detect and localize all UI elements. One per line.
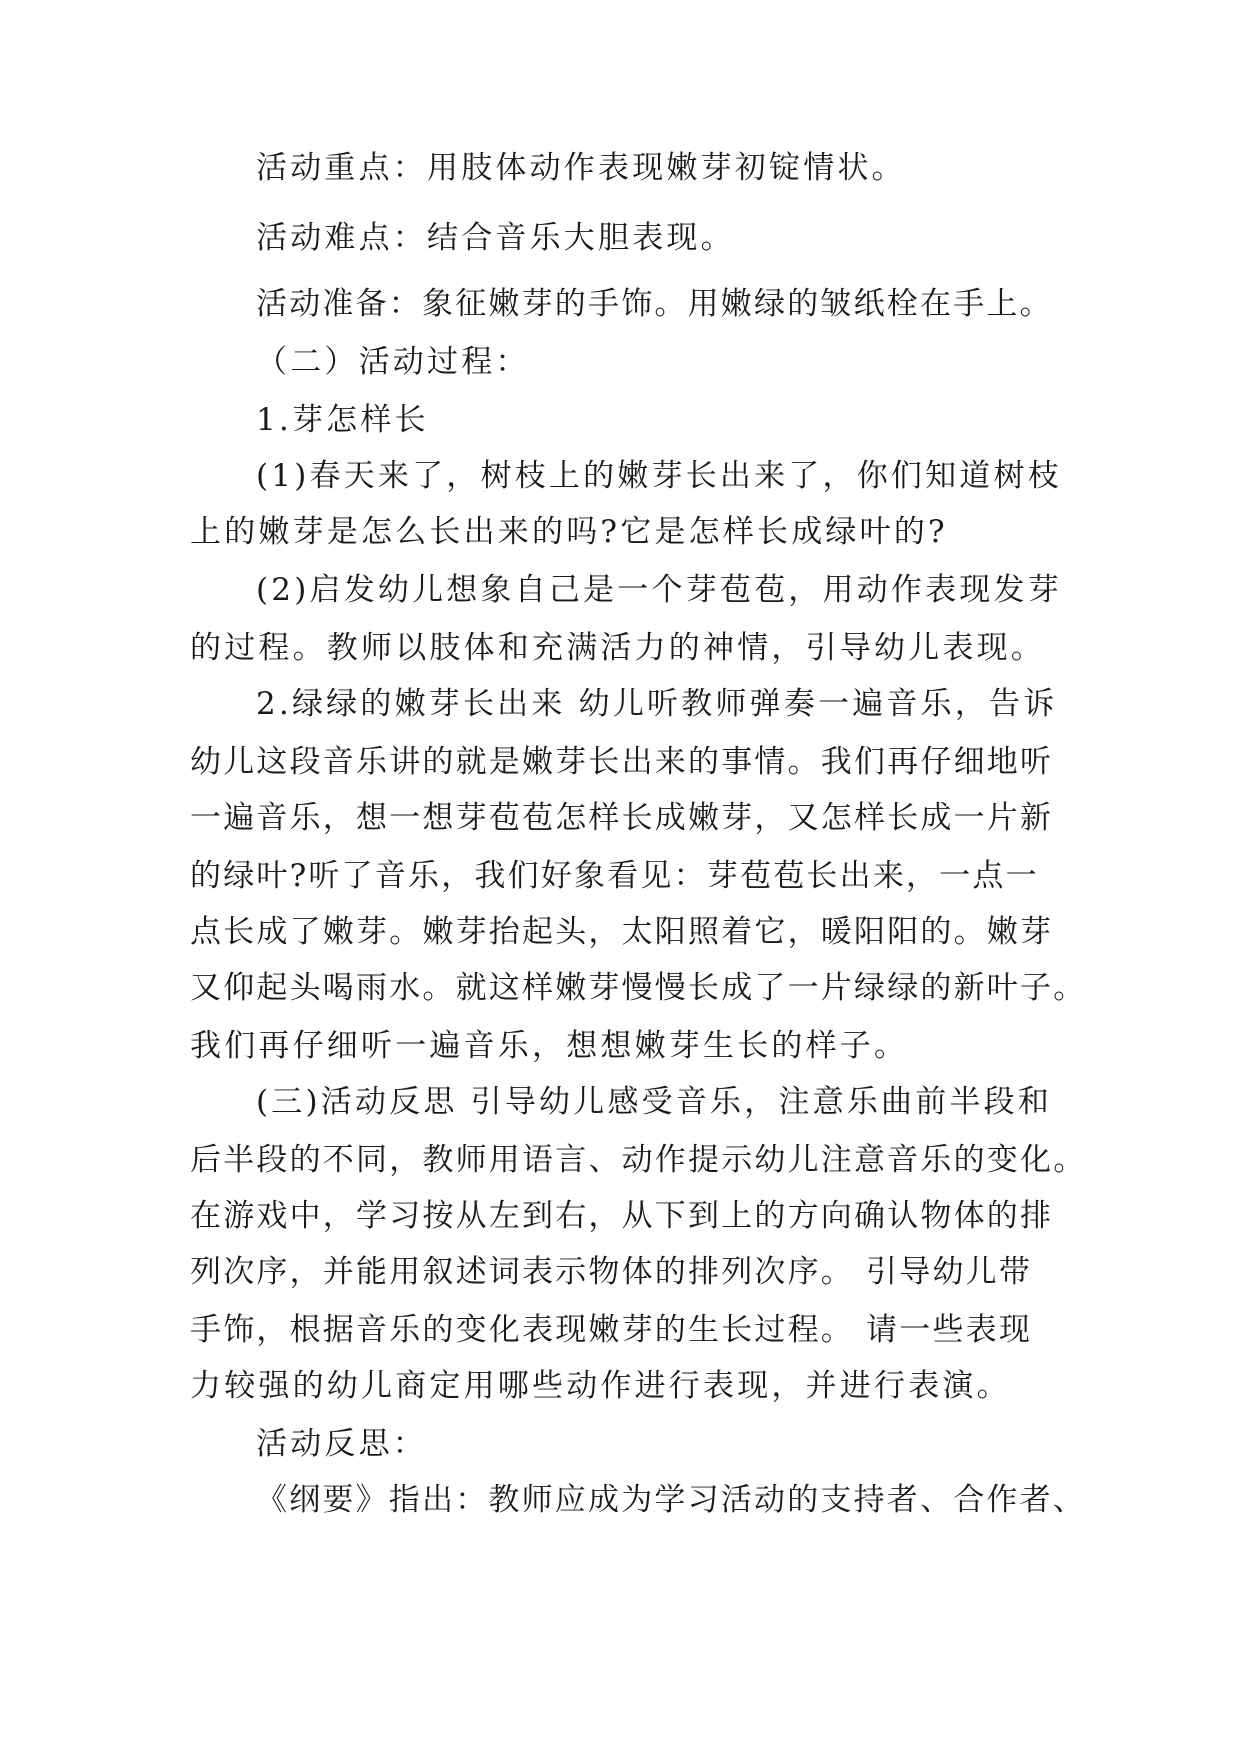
- text-line: 列次序，并能用叙述词表示物体的排列次序。 引导幼儿带: [190, 1254, 1033, 1290]
- text-line: 力较强的幼儿商定用哪些动作进行表现，并进行表演。: [190, 1368, 1011, 1404]
- text-line: (三)活动反思 引导幼儿感受音乐，注意乐曲前半段和: [256, 1084, 1053, 1120]
- text-line: 《纲要》指出：教师应成为学习活动的支持者、合作者、: [256, 1482, 1086, 1518]
- text-line: 1.芽怎样长: [256, 402, 429, 438]
- text-line: 活动反思：: [256, 1426, 427, 1462]
- text-line: 点长成了嫩芽。嫩芽抬起头，太阳照着它，暖阳阳的。嫩芽: [190, 914, 1054, 950]
- text-line: 一遍音乐，想一想芽苞苞怎样长成嫩芽，又怎样长成一片新: [190, 800, 1054, 836]
- text-line: (2)启发幼儿想象自己是一个芽苞苞，用动作表现发芽: [256, 572, 1062, 608]
- text-line: 上的嫩芽是怎么长出来的吗?它是怎样长成绿叶的?: [190, 514, 948, 550]
- text-line: 又仰起头喝雨水。就这样嫩芽慢慢长成了一片绿绿的新叶子。: [190, 970, 1087, 1006]
- text-line: 2.绿绿的嫩芽长出来 幼儿听教师弹奏一遍音乐，告诉: [256, 686, 1058, 722]
- text-line: （二）活动过程：: [256, 344, 530, 380]
- text-line: 的过程。教师以肢体和充满活力的神情，引导幼儿表现。: [190, 630, 1045, 666]
- text-line: 的绿叶?听了音乐，我们好象看见：芽苞苞长出来，一点一: [190, 858, 1039, 894]
- text-line: 在游戏中，学习按从左到右，从下到上的方向确认物体的排: [190, 1198, 1054, 1234]
- text-line: 活动准备：象征嫩芽的手饰。用嫩绿的皱纸栓在手上。: [256, 286, 1053, 322]
- text-line: 后半段的不同，教师用语言、动作提示幼儿注意音乐的变化。: [190, 1142, 1087, 1178]
- text-line: 活动难点：结合音乐大胆表现。: [256, 220, 735, 256]
- text-line: (1)春天来了，树枝上的嫩芽长出来了，你们知道树枝: [256, 458, 1062, 494]
- text-line: 幼儿这段音乐讲的就是嫩芽长出来的事情。我们再仔细地听: [190, 744, 1054, 780]
- text-line: 我们再仔细听一遍音乐，想想嫩芽生长的样子。: [190, 1028, 909, 1064]
- text-line: 活动重点：用肢体动作表现嫩芽初锭情状。: [256, 150, 906, 186]
- text-line: 手饰，根据音乐的变化表现嫩芽的生长过程。 请一些表现: [190, 1312, 1033, 1348]
